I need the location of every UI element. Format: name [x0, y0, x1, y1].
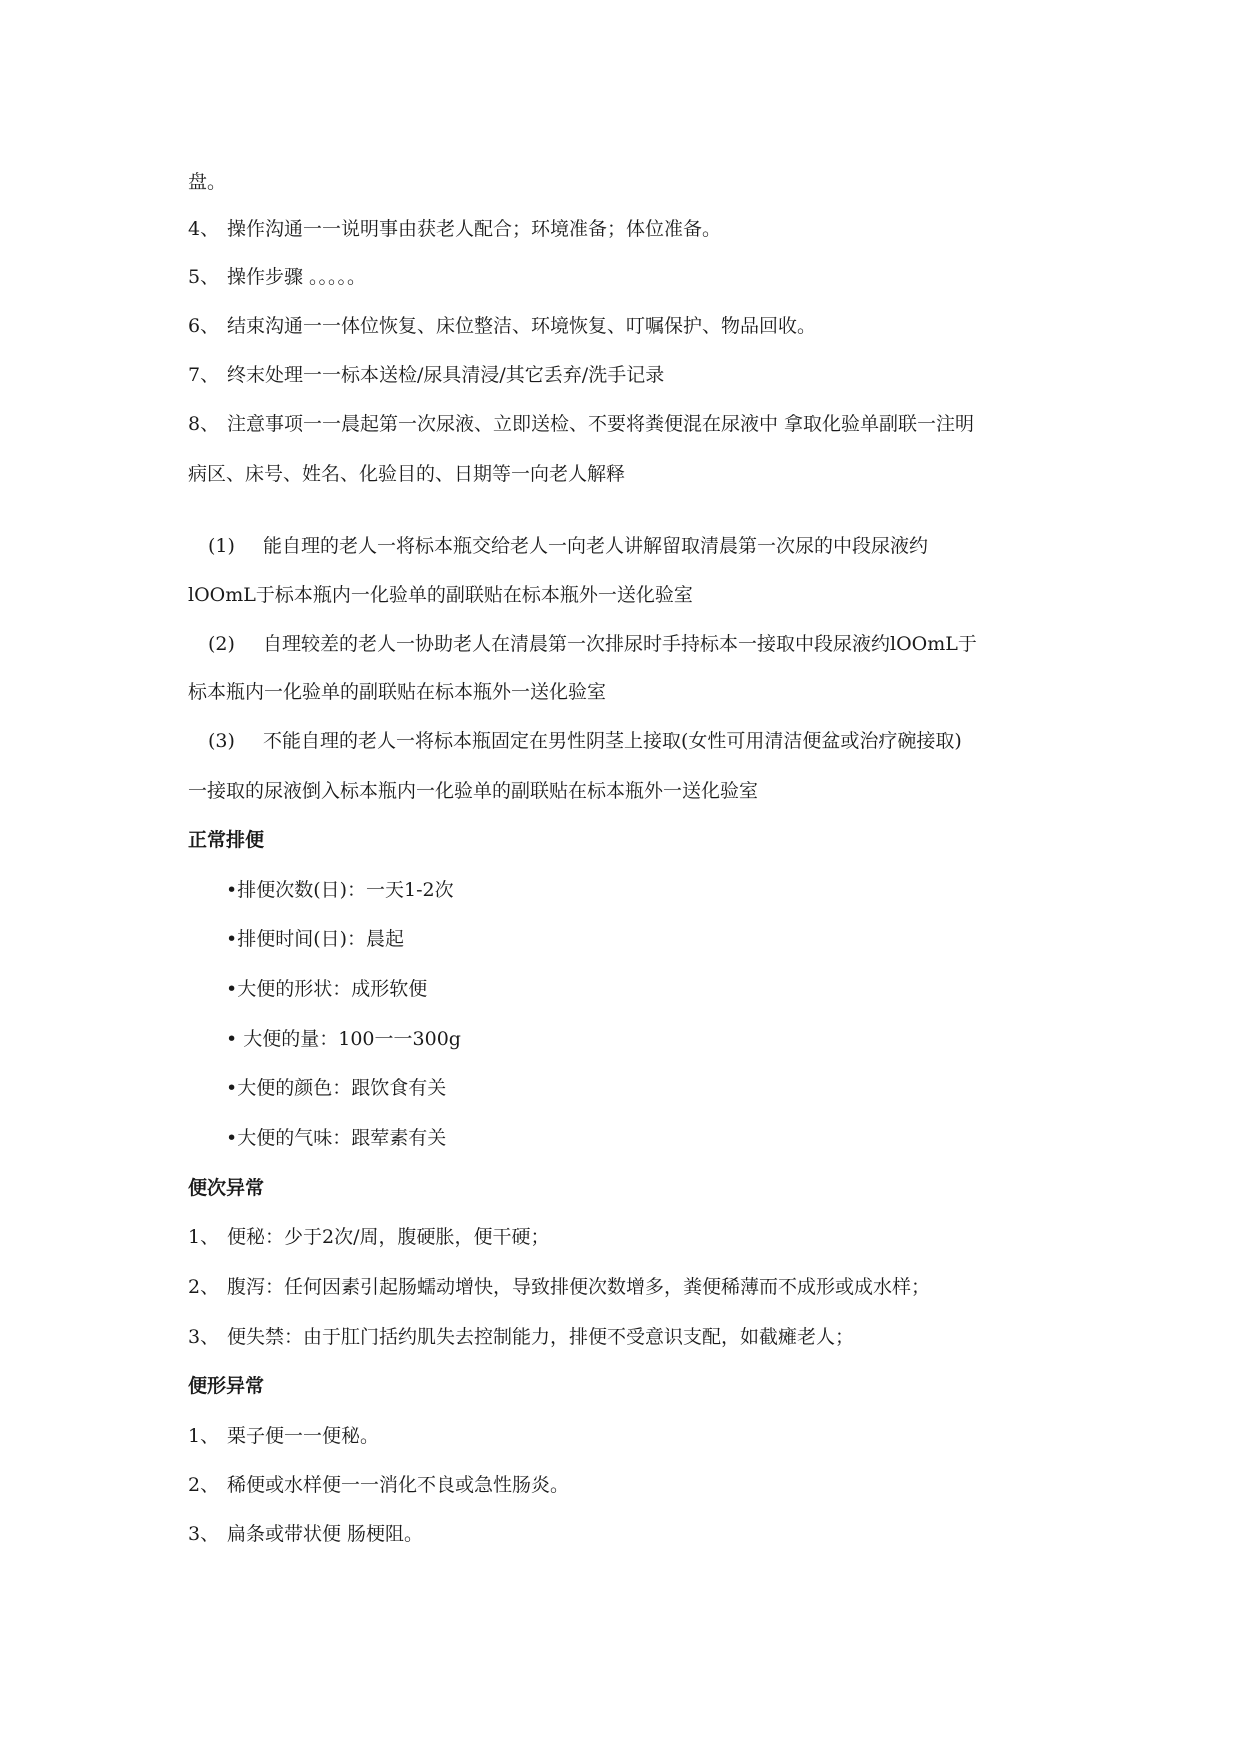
sub-item-text: 自理较差的老人一协助老人在清晨第一次排尿时手持标本一接取中段尿液约lOOmL于 — [263, 633, 977, 655]
procedure-item-6 — [188, 314, 816, 338]
item-text: 操作沟通一一说明事由获老人配合；环境准备；体位准备。 — [227, 218, 722, 240]
procedure-item-8-continuation: 病区、床号、姓名、化验目的、日期等一向老人解释 — [188, 463, 626, 485]
normal-item: •排便次数(日)：一天1-2次 — [226, 879, 454, 901]
normal-item: •大便的气味：跟荤素有关 — [226, 1127, 447, 1149]
section-heading-shape: 便形异常 — [188, 1375, 265, 1397]
item-text: 便秘：少于2次/周，腹硬胀，便干硬； — [227, 1226, 550, 1248]
item-number: 1、 — [188, 1226, 220, 1248]
item-text: 稀便或水样便一一消化不良或急性肠炎。 — [227, 1474, 570, 1496]
sub-item-3-continuation: 一接取的尿液倒入标本瓶内一化验单的副联贴在标本瓶外一送化验室 — [188, 780, 759, 802]
procedure-item-5 — [188, 265, 366, 289]
sub-item-1-continuation: lOOmL于标本瓶内一化验单的副联贴在标本瓶外一送化验室 — [188, 584, 693, 606]
shape-item — [188, 1473, 569, 1497]
sub-item-number: (1) — [208, 535, 235, 557]
sub-item-1 — [208, 534, 928, 558]
item-text: 结束沟通一一体位恢复、床位整洁、环境恢复、叮嘱保护、物品回收。 — [227, 315, 817, 337]
item-number: 2、 — [188, 1276, 220, 1298]
frequency-item — [188, 1275, 930, 1299]
procedure-item-8 — [188, 412, 974, 436]
sub-item-number: (3) — [208, 730, 235, 752]
sub-item-3 — [208, 729, 962, 753]
item-text: 操作步骤 。。。。。 — [227, 266, 367, 288]
section-heading-frequency: 便次异常 — [188, 1177, 265, 1199]
normal-item: •大便的颜色：跟饮食有关 — [226, 1077, 447, 1099]
item-number: 3、 — [188, 1326, 220, 1348]
normal-item: •排便时间(日)：晨起 — [226, 928, 405, 950]
sub-item-number: (2) — [208, 633, 235, 655]
item-number: 4、 — [188, 218, 220, 240]
item-text: 注意事项一一晨起第一次尿液、立即送检、不要将粪便混在尿液中 拿取化验单副联一注明 — [227, 413, 975, 435]
sub-item-text: 能自理的老人一将标本瓶交给老人一向老人讲解留取清晨第一次尿的中段尿液约 — [263, 535, 929, 557]
sub-item-2-continuation: 标本瓶内一化验单的副联贴在标本瓶外一送化验室 — [188, 681, 607, 703]
item-text: 扁条或带状便 肠梗阻。 — [227, 1523, 424, 1545]
item-text: 腹泻：任何因素引起肠蠕动增快，导致排便次数增多，粪便稀薄而不成形或成水样； — [227, 1276, 931, 1298]
item-number: 2、 — [188, 1474, 220, 1496]
frequency-item — [188, 1225, 550, 1249]
item-text: 终末处理一一标本送检/尿具清浸/其它丢弃/洗手记录 — [227, 364, 665, 386]
item-number: 3、 — [188, 1523, 220, 1545]
shape-item — [188, 1522, 423, 1546]
item-number: 5、 — [188, 266, 220, 288]
procedure-item-4 — [188, 217, 721, 241]
shape-item — [188, 1424, 379, 1448]
sub-item-2 — [208, 632, 977, 656]
item-number: 8、 — [188, 413, 220, 435]
item-text: 栗子便一一便秘。 — [227, 1425, 380, 1447]
sub-item-text: 不能自理的老人一将标本瓶固定在男性阴茎上接取(女性可用清洁便盆或治疗碗接取) — [263, 730, 962, 752]
normal-item: •大便的形状：成形软便 — [226, 978, 428, 1000]
frequency-item — [188, 1325, 854, 1349]
procedure-item-7 — [188, 363, 664, 387]
normal-item: • 大便的量：100一一300g — [226, 1028, 461, 1050]
top-fragment: 盘。 — [188, 171, 227, 193]
item-number: 6、 — [188, 315, 220, 337]
section-heading-normal: 正常排便 — [188, 829, 265, 851]
item-number: 7、 — [188, 364, 220, 386]
item-number: 1、 — [188, 1425, 220, 1447]
item-text: 便失禁：由于肛门括约肌失去控制能力，排便不受意识支配，如截瘫老人； — [227, 1326, 855, 1348]
